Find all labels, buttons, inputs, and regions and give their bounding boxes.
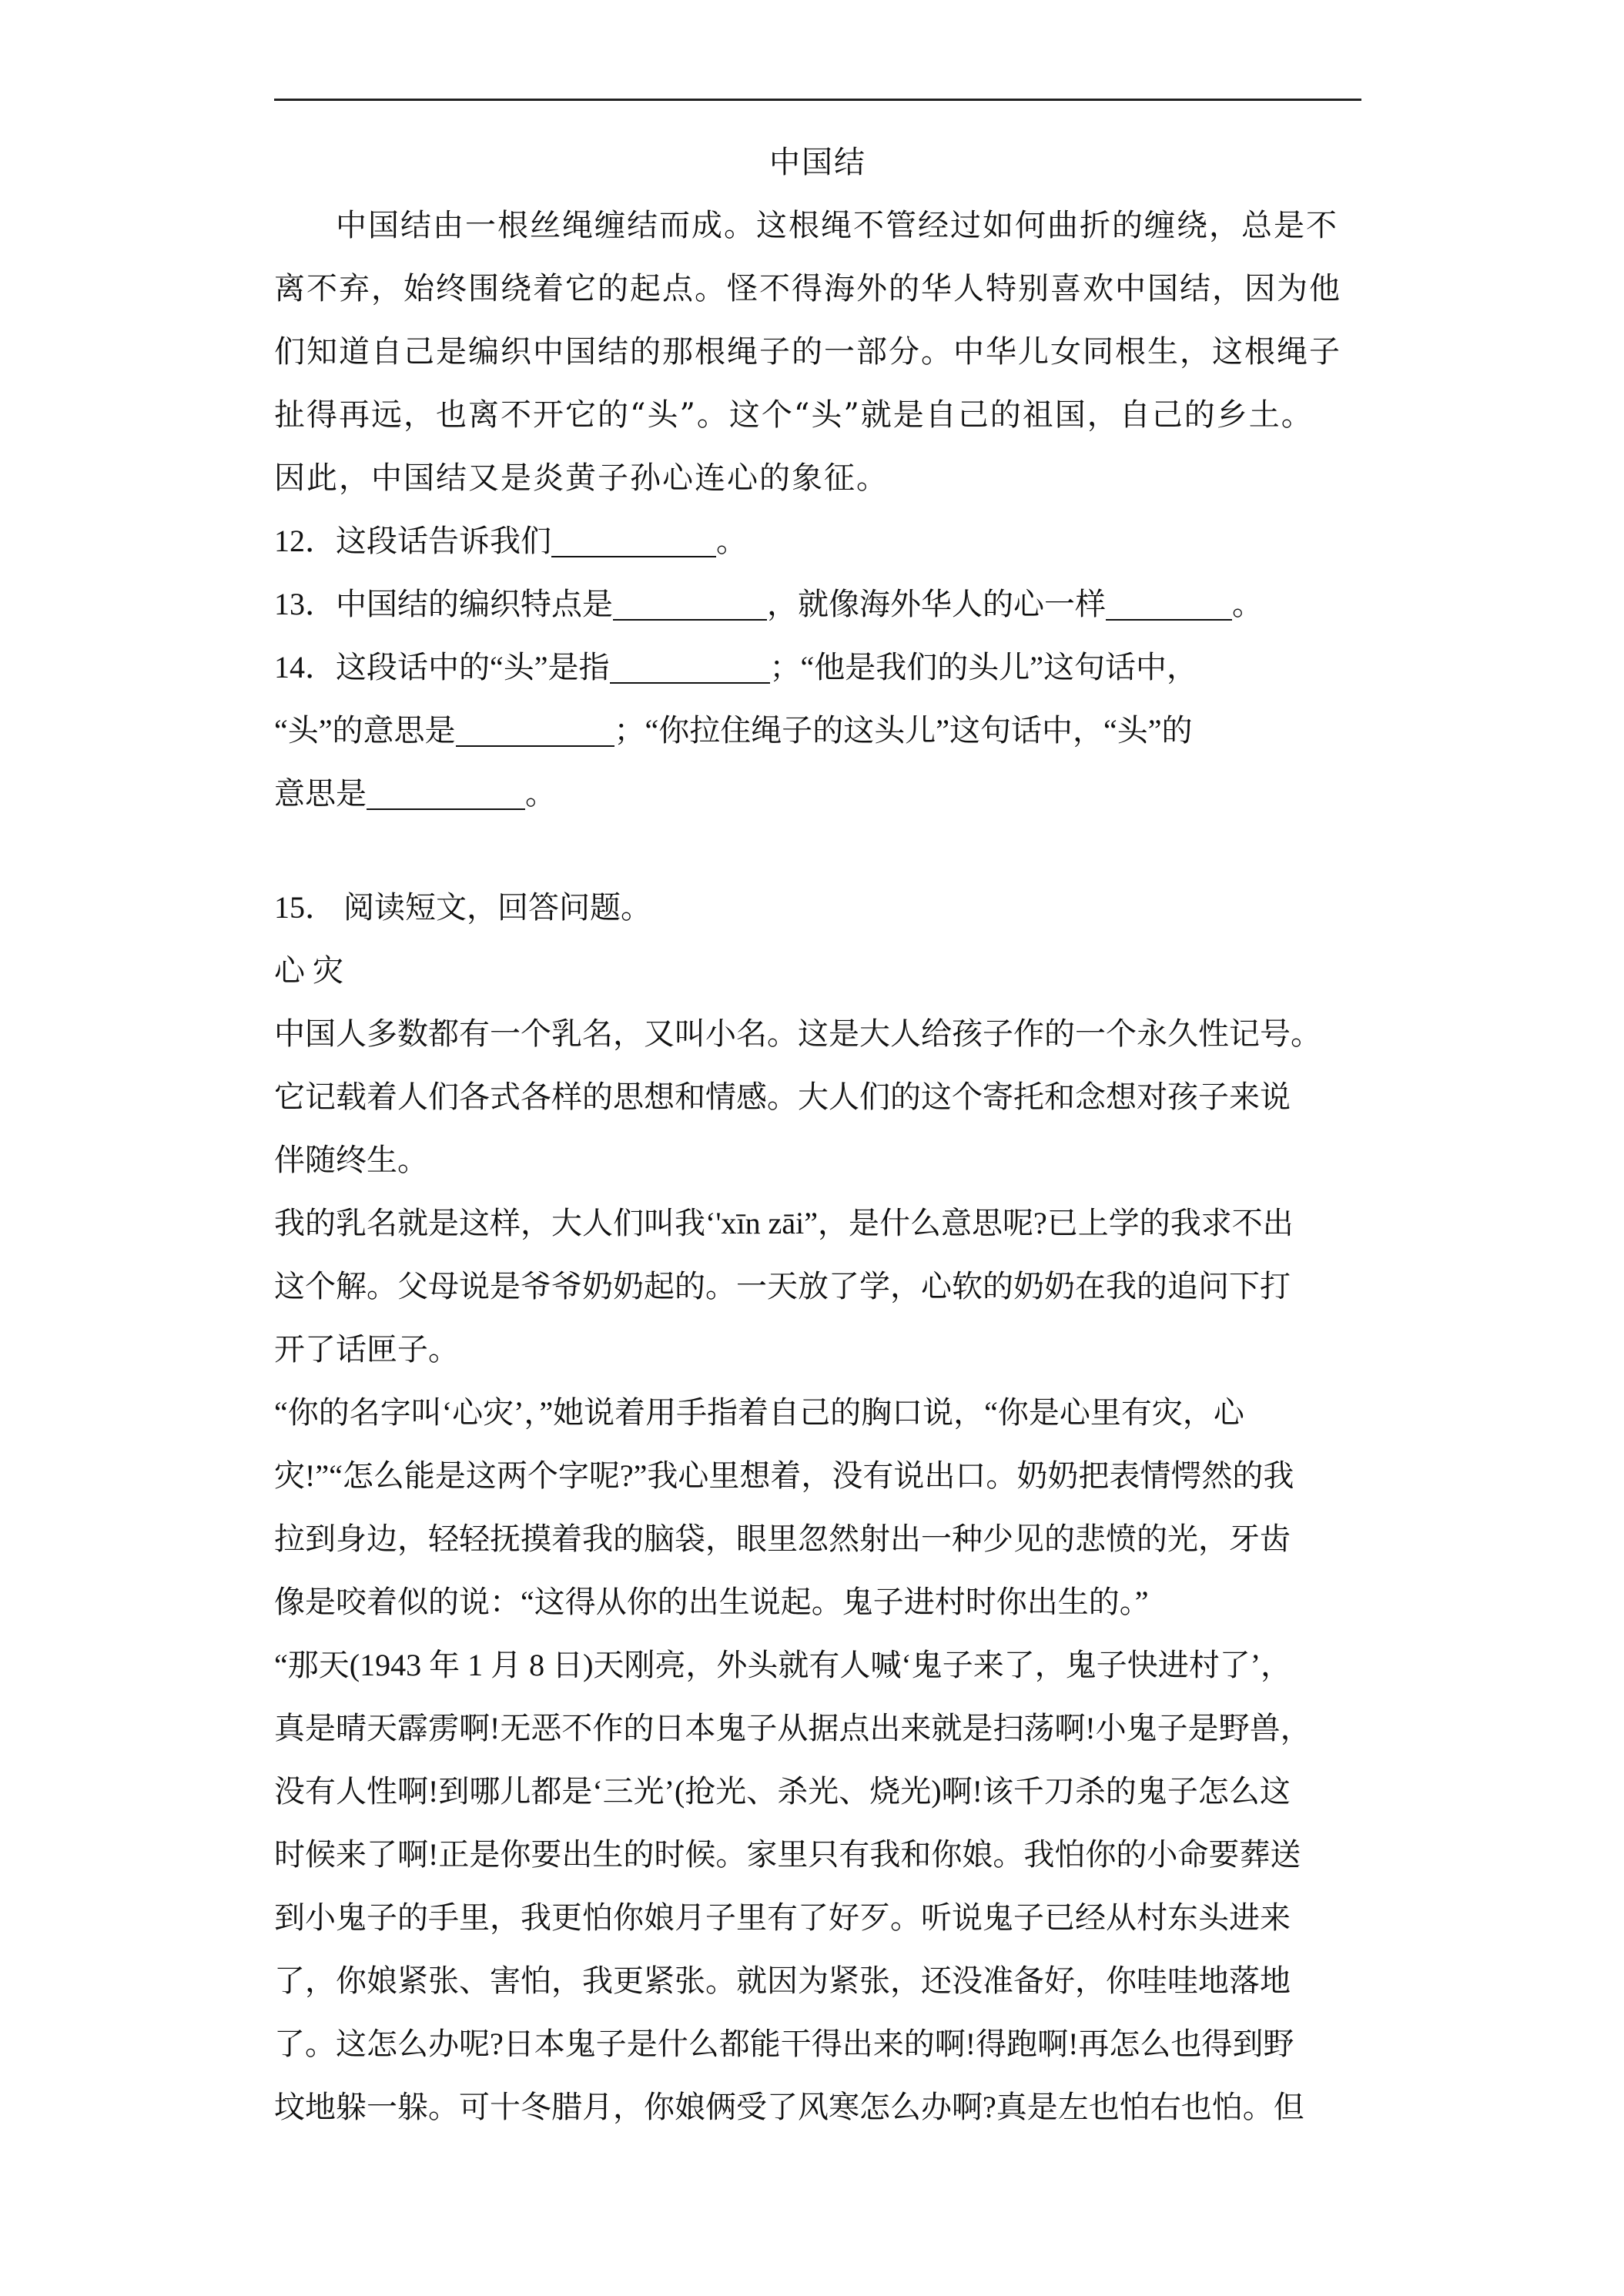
passage-title-zhongguojie: 中国结 [769,145,866,180]
question-14-text: “头”的意思是 [274,713,456,748]
passage2-line: 了，你娘紧张、害怕，我更紧张。就因为紧张，还没准备好，你哇哇地落地 [274,1963,1291,1998]
question-13-end: 。 [1232,587,1263,621]
question-14-text: 14．这段话中的“头”是指 [274,650,610,684]
passage2-line: 开了话匣子。 [274,1332,459,1367]
question-14-line3 [274,762,1361,825]
question-14-line1 [274,636,1361,699]
document-page [274,0,1361,2296]
question-12-end: 。 [716,524,747,558]
passage2-line: 拉到身边，轻轻抚摸着我的脑袋，眼里忽然射出一种少见的悲愤的光，牙齿 [274,1521,1291,1556]
question-13-text: 13．中国结的编织特点是 [274,587,613,621]
passage2-line: 到小鬼子的手里，我更怕你娘月子里有了好歹。听说鬼子已经从村东头进来 [274,1900,1291,1935]
passage1-line: 们知道自己是编织中国结的那根绳子的一部分。中华儿女同根生，这根绳子 [274,334,1341,370]
section-gap [274,825,1361,876]
passage2-line: 灾!”“怎么能是这两个字呢?”我心里想着，没有说出口。奶奶把表情愕然的我 [274,1458,1294,1493]
passage2-line: 像是咬着似的说：“这得从你的出生说起。鬼子进村时你出生的。” [274,1585,1149,1619]
passage2-line: 伴随终生。 [274,1143,428,1177]
passage2-line: 坟地躲一躲。可十冬腊月，你娘俩受了风寒怎么办啊?真是左也怕右也怕。但 [274,2090,1304,2124]
passage2-line: 没有人性啊!到哪儿都是‘三光’(抢光、杀光、烧光)啊!该千刀杀的鬼子怎么这 [274,1774,1291,1809]
question-13-mid: ，就像海外华人的心一样 [767,587,1106,621]
question-13 [274,573,1361,636]
answer-blank [551,524,716,557]
question-12-text: 12．这段话告诉我们 [274,524,551,558]
document-content [274,131,1361,2139]
passage1-line: 因此，中国结又是炎黄子孙心连心的象征。 [274,460,889,496]
header-rule [274,99,1361,101]
passage2-line: “你的名字叫‘心灾’，”她说着用手指着自己的胸口说，“你是心里有灾，心 [274,1395,1244,1430]
passage2-line: “那天(1943 年 1 月 8 日)天刚亮，外头就有人喊‘鬼子来了，鬼子快进村了’， [274,1648,1292,1682]
question-14-text: ；“你拉住绳子的这头儿”这句话中，“头”的 [614,713,1193,748]
passage1-line: 中国结由一根丝绳缠结而成。这根绳不管经过如何曲折的缠绕，总是不 [336,208,1338,243]
question-14-end: 。 [525,776,556,811]
question-14-line2 [274,699,1361,762]
passage2-line: 了。这怎么办呢?日本鬼子是什么都能干得出来的啊!得跑啊!再怎么也得到野 [274,2027,1294,2061]
question-14-text: 意思是 [274,776,367,811]
answer-blank [1106,587,1232,621]
passage1-line: 扯得再远，也离不开它的“头”。这个“头”就是自己的祖国，自己的乡土。 [274,397,1314,433]
passage2-line: 这个解。父母说是爷爷奶奶起的。一天放了学，心软的奶奶在我的追问下打 [274,1269,1291,1304]
answer-blank [456,713,614,747]
passage2-line: 中国人多数都有一个乳名，又叫小名。这是大人给孩子作的一个永久性记号。 [274,1016,1321,1051]
passage-title-xinzai: 心 灾 [274,953,343,988]
answer-blank [613,587,767,621]
passage2-line: 我的乳名就是这样，大人们叫我‘'xīn zāi”，是什么意思呢?已上学的我求不出 [274,1206,1294,1240]
answer-blank [610,650,770,684]
question-15-prompt: 15． 阅读短文，回答问题。 [274,890,651,925]
passage2-line: 真是晴天霹雳啊!无恶不作的日本鬼子从据点出来就是扫荡啊!小鬼子是野兽， [274,1711,1311,1745]
question-12 [274,510,1361,573]
answer-blank [367,776,525,810]
passage2-line: 时候来了啊!正是你要出生的时候。家里只有我和你娘。我怕你的小命要葬送 [274,1837,1301,1872]
question-14-text: ；“他是我们的头儿”这句话中， [769,650,1198,684]
passage1-line: 离不弃，始终围绕着它的起点。怪不得海外的华人特别喜欢中国结，因为他 [274,271,1341,306]
passage2-line: 它记载着人们各式各样的思想和情感。大人们的这个寄托和念想对孩子来说 [274,1079,1291,1114]
